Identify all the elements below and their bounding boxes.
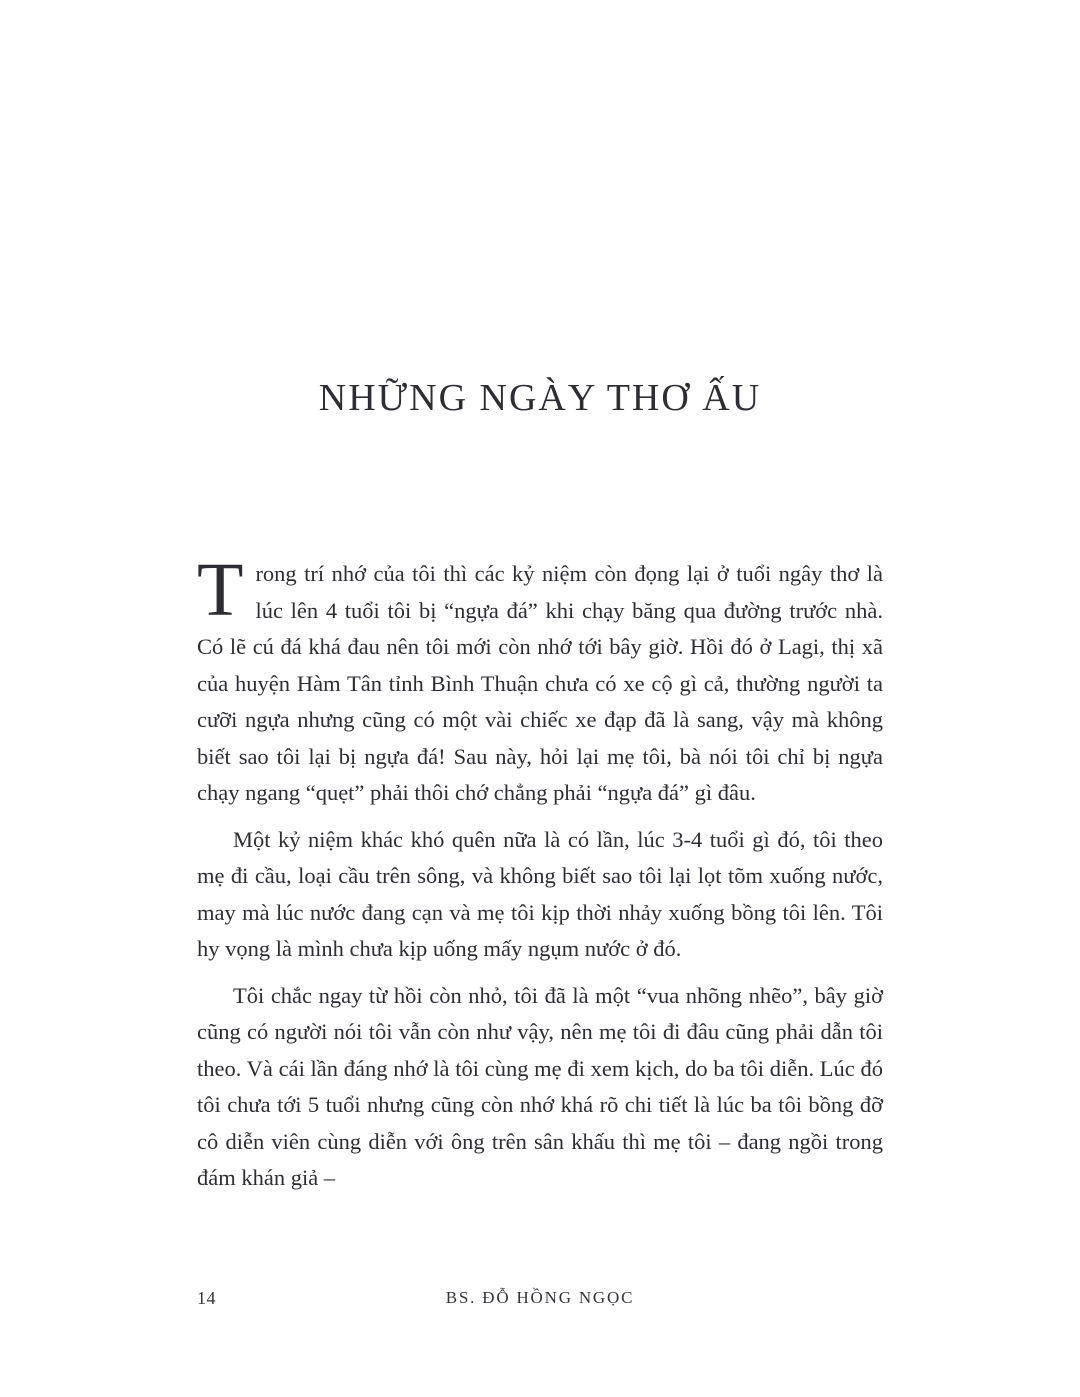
page-number: 14 — [197, 1288, 216, 1308]
drop-cap: T — [197, 548, 244, 632]
paragraph: Tôi chắc ngay từ hồi còn nhỏ, tôi đã là một “vua nhõng nhẽo”, bây giờ cũng có người nói tôi vẫn còn như vậy, nên mẹ tôi đi đâu cũng phải dẫn tôi theo. Và cái lần đáng nhớ là tôi cùng mẹ đi xem kịch, do ba tôi diễn. Lúc đó tôi chưa tới 5 tuổi nhưng cũng còn nhớ khá rõ chi tiết là lúc ba tôi bồng đỡ cô diễn viên cùng diễn với ông trên sân khấu thì mẹ tôi – đang ngồi trong đám khán giả – — [197, 982, 883, 1190]
paragraph — [197, 548, 883, 812]
chapter-title: NHỮNG NGÀY THƠ ẤU — [318, 377, 762, 419]
running-title: BS. ĐỖ HỒNG NGỌC — [445, 1288, 635, 1307]
page-footer — [197, 1288, 883, 1308]
paragraph-text: rong trí nhớ của tôi thì các kỷ niệm còn đọng lại ở tuổi ngây thơ là lúc lên 4 tuổi tôi bị “ngựa đá” khi chạy băng qua đường trước nhà. Có lẽ cú đá khá đau nên tôi mới còn nhớ tới bây giờ. Hồi đó ở Lagi, thị xã của huyện Hàm Tân tỉnh Bình Thuận chưa có xe cộ gì cả, thường người ta cưỡi ngựa nhưng cũng có một vài chiếc xe đạp đã là sang, vậy mà không biết sao tôi lại bị ngựa đá! Sau này, hỏi lại mẹ tôi, bà nói tôi chỉ bị ngựa chạy ngang “quẹt” phải thôi chớ chẳng phải “ngựa đá” gì đâu. — [197, 561, 883, 805]
paragraph: Một kỷ niệm khác khó quên nữa là có lần, lúc 3-4 tuổi gì đó, tôi theo mẹ đi cầu, loại cầu trên sông, và không biết sao tôi lại lọt tõm xuống nước, may mà lúc nước đang cạn và mẹ tôi kịp thời nhảy xuống bồng tôi lên. Tôi hy vọng là mình chưa kịp uống mấy ngụm nước ở đó. — [197, 826, 883, 961]
body-text — [197, 548, 883, 1207]
